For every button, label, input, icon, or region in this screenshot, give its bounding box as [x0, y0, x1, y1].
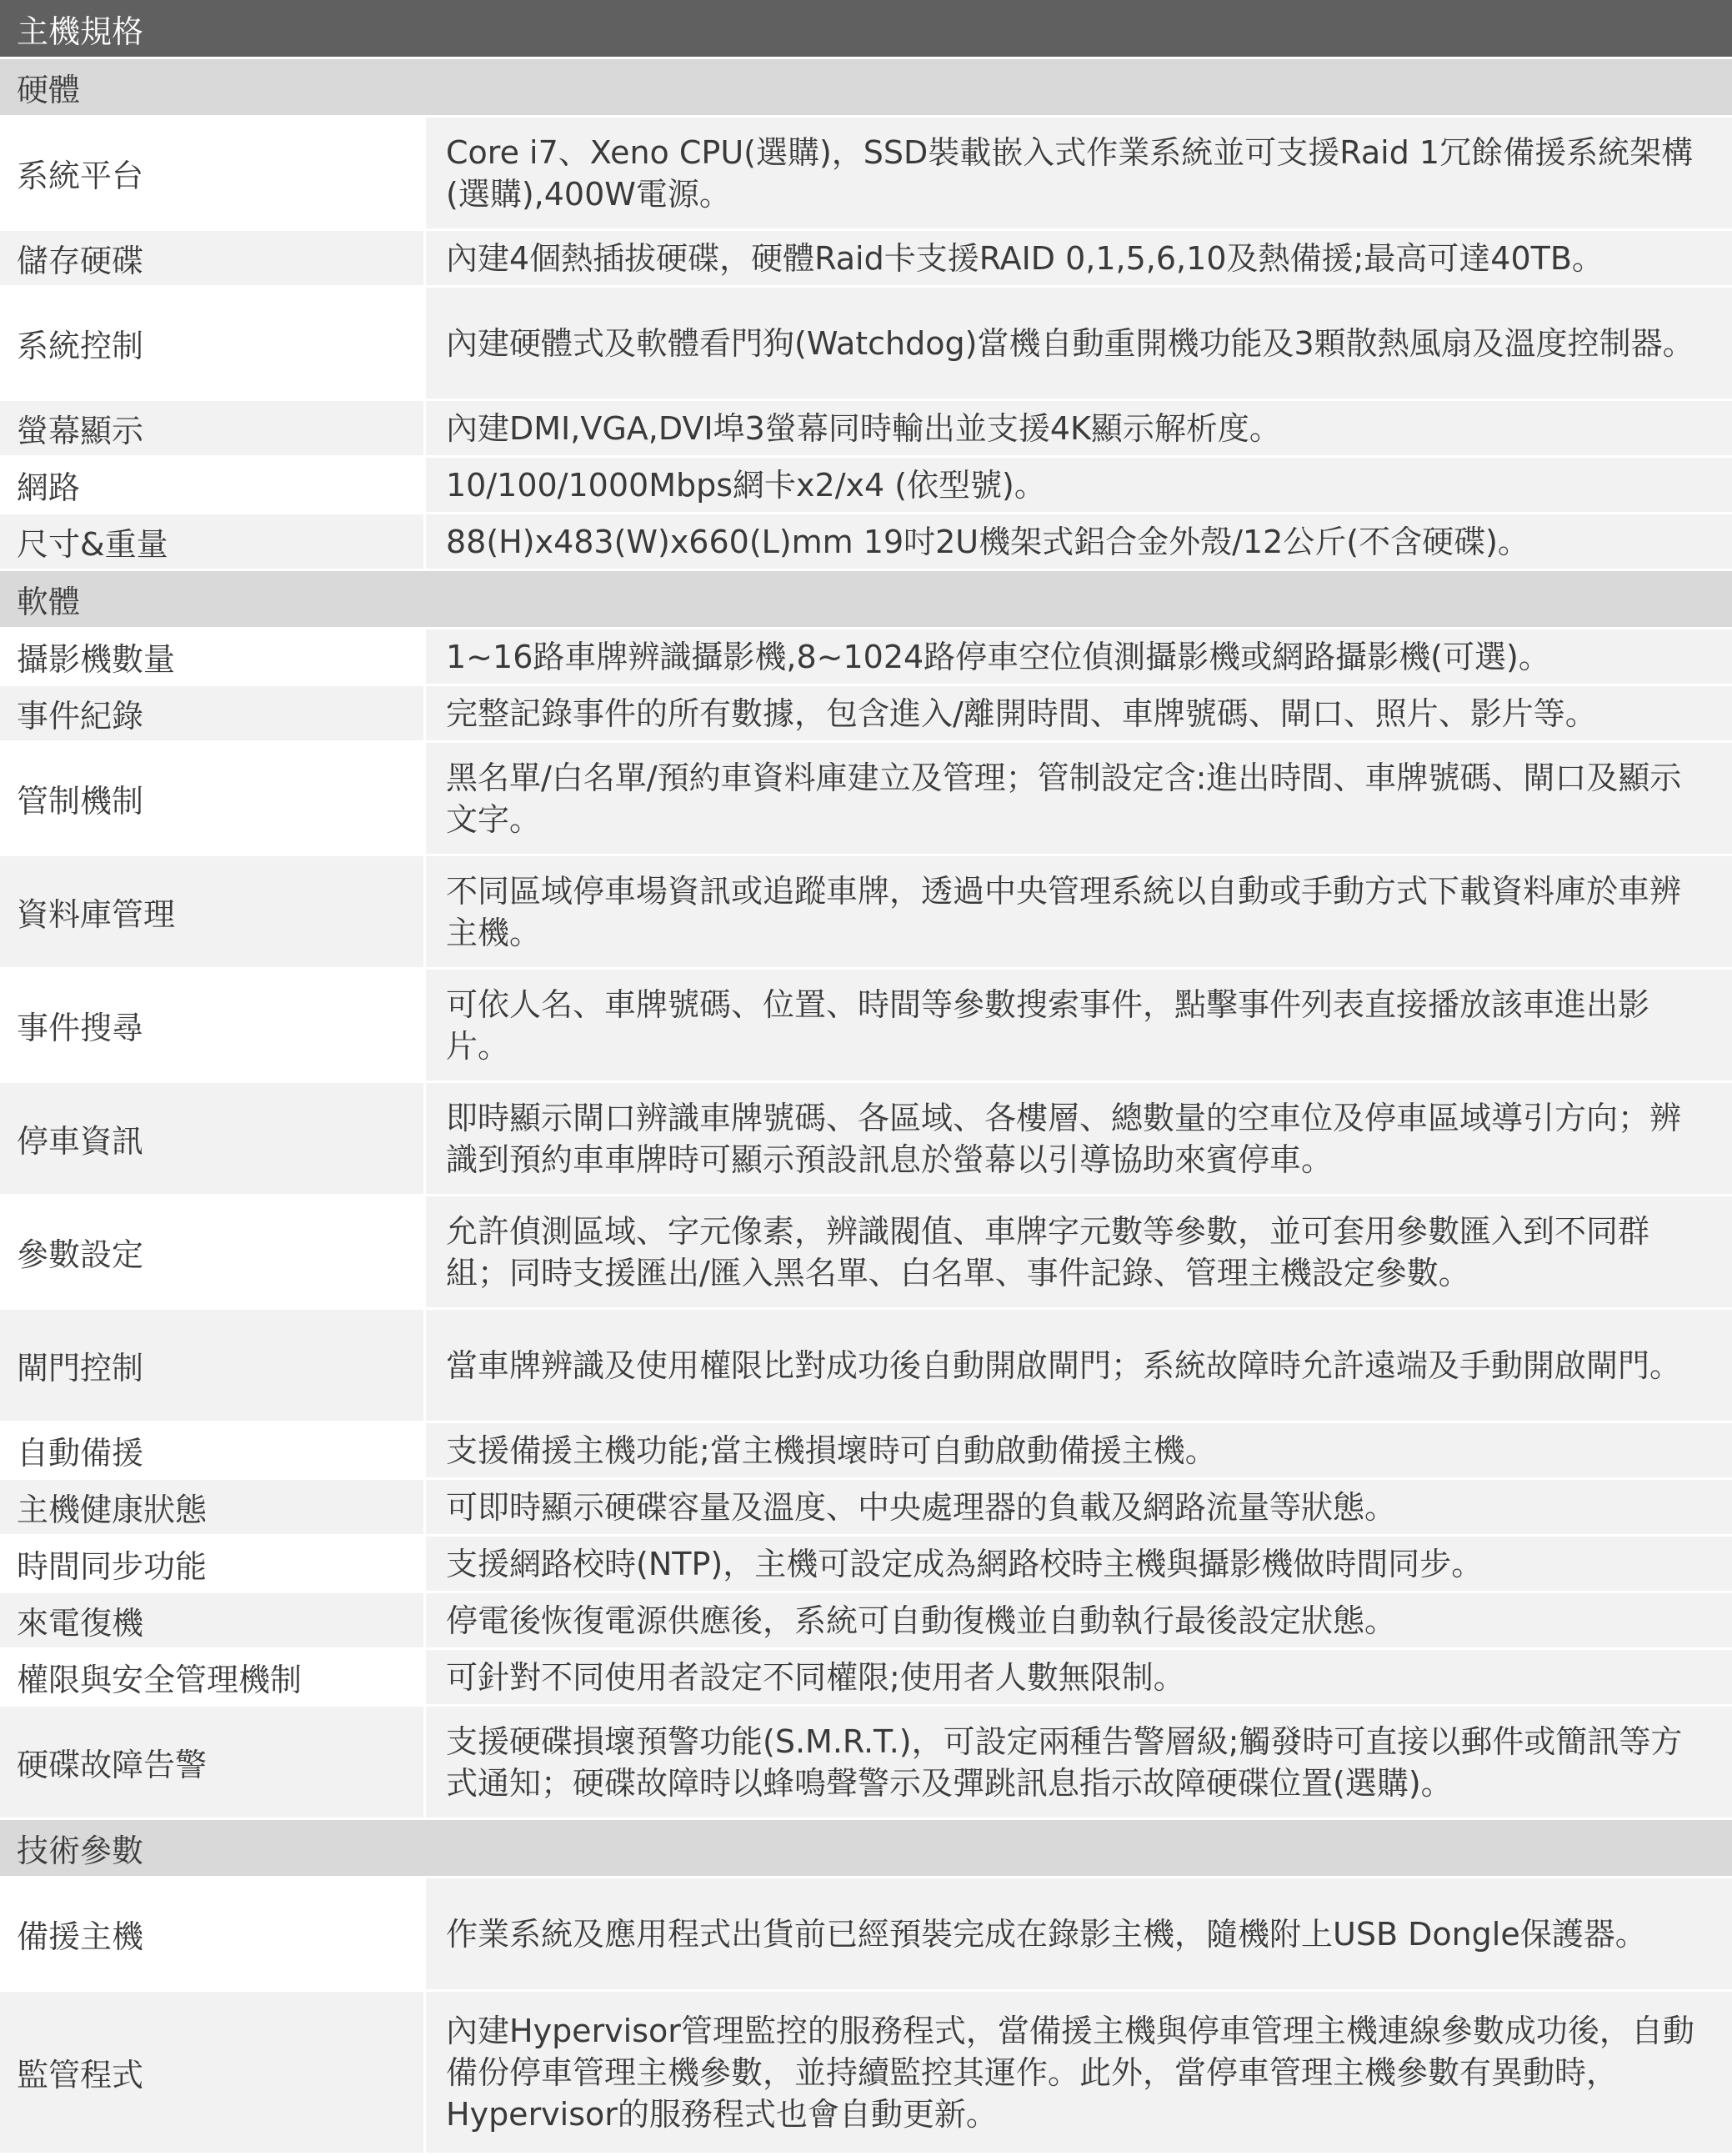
section-header-tech: 技術參數: [0, 1818, 1732, 1876]
table-row: [0, 1591, 1732, 1647]
table-row: [0, 1704, 1732, 1818]
table-row: [0, 967, 1732, 1081]
table-row: [0, 1876, 1732, 1989]
table-row: [0, 285, 1732, 399]
row-value: 可針對不同使用者設定不同權限;使用者人數無限制。: [423, 1650, 1732, 1704]
row-label: 事件搜尋: [0, 970, 423, 1081]
row-label: 參數設定: [0, 1196, 423, 1307]
row-label: 攝影機數量: [0, 629, 423, 684]
row-label: 系統控制: [0, 288, 423, 399]
table-row: [0, 1194, 1732, 1307]
row-value: 支援備援主機功能;當主機損壞時可自動啟動備援主機。: [423, 1423, 1732, 1477]
row-value: 停電後恢復電源供應後，系統可自動復機並自動執行最後設定狀態。: [423, 1593, 1732, 1647]
section-header-hardware: 硬體: [0, 57, 1732, 115]
table-row: [0, 627, 1732, 684]
row-label: 螢幕顯示: [0, 401, 423, 455]
row-value: 作業系統及應用程式出貨前已經預裝完成在錄影主機，隨機附上USB Dongle保護器。: [423, 1878, 1732, 1989]
table-row: [0, 455, 1732, 512]
table-row: [0, 115, 1732, 228]
table-row: [0, 1307, 1732, 1421]
row-label: 網路: [0, 458, 423, 512]
table-row: [0, 1534, 1732, 1591]
row-value: 可即時顯示硬碟容量及溫度、中央處理器的負載及網路流量等狀態。: [423, 1480, 1732, 1534]
row-label: 閘門控制: [0, 1310, 423, 1421]
row-value: 即時顯示閘口辨識車牌號碼、各區域、各樓層、總數量的空車位及停車區域導引方向；辨識到預約車車牌時可顯示預設訊息於螢幕以引導協助來賓停車。: [423, 1083, 1732, 1194]
table-title: 主機規格: [0, 0, 1732, 57]
row-value: 內建4個熱插拔硬碟，硬體Raid卡支援RAID 0,1,5,6,10及熱備援;最高可達40TB。: [423, 231, 1732, 285]
table-row: [0, 1477, 1732, 1534]
row-value: Core i7、Xeno CPU(選購)，SSD裝載嵌入式作業系統並可支援Raid 1冗餘備援系統架構(選購),400W電源。: [423, 118, 1732, 228]
row-value: 當車牌辨識及使用權限比對成功後自動開啟閘門；系統故障時允許遠端及手動開啟閘門。: [423, 1310, 1732, 1421]
row-label: 來電復機: [0, 1593, 423, 1647]
row-value: 10/100/1000Mbps網卡x2/x4 (依型號)。: [423, 458, 1732, 512]
row-value: 完整記錄事件的所有數據，包含進入/離開時間、車牌號碼、閘口、照片、影片等。: [423, 686, 1732, 740]
row-value: 可依人名、車牌號碼、位置、時間等參數搜索事件，點擊事件列表直接播放該車進出影片。: [423, 970, 1732, 1081]
table-row: [0, 1647, 1732, 1704]
table-row: [0, 228, 1732, 285]
row-value: 1~16路車牌辨識攝影機,8~1024路停車空位偵測攝影機或網路攝影機(可選)。: [423, 629, 1732, 684]
table-row: [0, 1421, 1732, 1477]
row-value: 允許偵測區域、字元像素，辨識閥值、車牌字元數等參數，並可套用參數匯入到不同群組；同時支援匯出/匯入黑名單、白名單、事件記錄、管理主機設定參數。: [423, 1196, 1732, 1307]
row-label: 權限與安全管理機制: [0, 1650, 423, 1704]
row-value: 支援硬碟損壞預警功能(S.M.R.T.)，可設定兩種告警層級;觸發時可直接以郵件或簡訊等方式通知；硬碟故障時以蜂鳴聲警示及彈跳訊息指示故障硬碟位置(選購)。: [423, 1707, 1732, 1818]
table-row: [0, 854, 1732, 967]
row-label: 自動備援: [0, 1423, 423, 1477]
table-row: [0, 512, 1732, 569]
table-row: [0, 740, 1732, 854]
row-label: 時間同步功能: [0, 1537, 423, 1591]
row-value: 內建DMI,VGA,DVI埠3螢幕同時輸出並支援4K顯示解析度。: [423, 401, 1732, 455]
row-value: 內建硬體式及軟體看門狗(Watchdog)當機自動重開機功能及3顆散熱風扇及溫度控制器。: [423, 288, 1732, 399]
section-header-software: 軟體: [0, 569, 1732, 627]
table-row: [0, 684, 1732, 740]
row-label: 尺寸&重量: [0, 514, 423, 569]
table-row: [0, 1081, 1732, 1194]
row-label: 硬碟故障告警: [0, 1707, 423, 1818]
row-value: 支援網路校時(NTP)，主機可設定成為網路校時主機與攝影機做時間同步。: [423, 1537, 1732, 1591]
row-label: 系統平台: [0, 118, 423, 228]
row-value: 不同區域停車場資訊或追蹤車牌，透過中央管理系統以自動或手動方式下載資料庫於車辨主機。: [423, 856, 1732, 967]
row-label: 事件紀錄: [0, 686, 423, 740]
table-row: [0, 399, 1732, 455]
row-label: 資料庫管理: [0, 856, 423, 967]
row-value: 88(H)x483(W)x660(L)mm 19吋2U機架式鋁合金外殼/12公斤(不含硬碟)。: [423, 514, 1732, 569]
row-value: 黑名單/白名單/預約車資料庫建立及管理；管制設定含:進出時間、車牌號碼、閘口及顯示文字。: [423, 743, 1732, 854]
row-label: 監管程式: [0, 1992, 423, 2153]
table-row: [0, 1989, 1732, 2153]
row-value: 內建Hypervisor管理監控的服務程式，當備援主機與停車管理主機連線參數成功後，自動備份停車管理主機參數，並持續監控其運作。此外，當停車管理主機參數有異動時，Hypervisor的服務程式也會自動更新。: [423, 1992, 1732, 2153]
row-label: 主機健康狀態: [0, 1480, 423, 1534]
row-label: 儲存硬碟: [0, 231, 423, 285]
row-label: 停車資訊: [0, 1083, 423, 1194]
row-label: 備援主機: [0, 1878, 423, 1989]
row-label: 管制機制: [0, 743, 423, 854]
